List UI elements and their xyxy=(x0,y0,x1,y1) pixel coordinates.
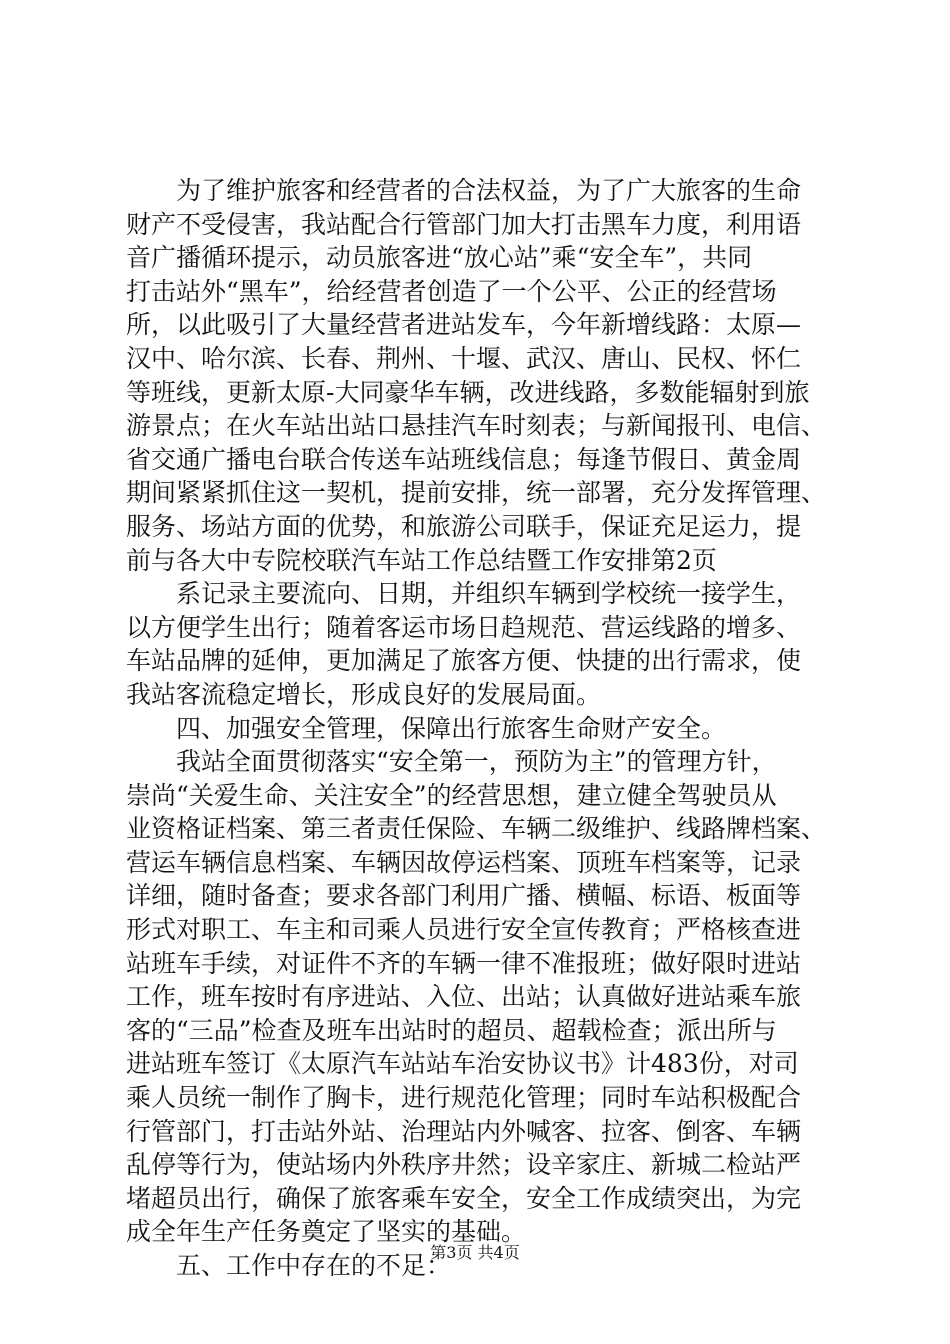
text-line: 前与各大中专院校联汽车站工作总结暨工作安排第2页 xyxy=(126,545,717,575)
text-line: 堵超员出行，确保了旅客乘车安全，安全工作成绩突出，为完 xyxy=(126,1183,802,1213)
text-line: 等班线，更新太原-大同豪华车辆，改进线路，多数能辐射到旅 xyxy=(126,377,810,407)
text-line: 业资格证档案、第三者责任保险、车辆二级维护、线路牌档案、 xyxy=(126,814,827,844)
text-line: 财产不受侵害，我站配合行管部门加大打击黑车力度，利用语 xyxy=(126,209,802,239)
page-footer: 第3页 共4页 xyxy=(430,1243,520,1262)
text-line: 所，以此吸引了大量经营者进站发车，今年新增线路：太原— xyxy=(126,310,802,340)
text-line: 乘人员统一制作了胸卡，进行规范化管理；同时车站积极配合 xyxy=(126,1083,802,1113)
text-line: 为了维护旅客和经营者的合法权益，为了广大旅客的生命 xyxy=(126,176,802,205)
text-line: 成全年生产任务奠定了坚实的基础。 xyxy=(126,1217,527,1247)
text-line: 音广播循环提示，动员旅客进“放心站”乘“安全车”，共同 xyxy=(126,243,753,273)
text-line: 站班车手续，对证件不齐的车辆一律不准报班；做好限时进站 xyxy=(126,948,802,978)
text-line: 四、加强安全管理，保障出行旅客生命财产安全。 xyxy=(126,713,727,743)
text-line: 详细，随时备查；要求各部门利用广播、横幅、标语、板面等 xyxy=(126,881,802,911)
text-line: 我站客流稳定增长，形成良好的发展局面。 xyxy=(126,679,602,709)
text-line: 省交通广播电台联合传送车站班线信息；每逢节假日、黄金周 xyxy=(126,444,802,474)
text-line: 系记录主要流向、日期，并组织车辆到学校统一接学生， xyxy=(126,579,802,609)
text-line: 以方便学生出行；随着客运市场日趋规范、营运线路的增多、 xyxy=(126,612,802,642)
text-line: 五、工作中存在的不足： xyxy=(126,1251,452,1280)
text-line: 游景点；在火车站出站口悬挂汽车时刻表；与新闻报刊、电信、 xyxy=(126,411,827,441)
text-line: 车站品牌的延伸，更加满足了旅客方便、快捷的出行需求，使 xyxy=(126,646,802,676)
text-line: 客的“三品”检查及班车出站时的超员、超载检查；派出所与 xyxy=(126,1015,777,1045)
text-line: 形式对职工、车主和司乘人员进行安全宣传教育；严格核查进 xyxy=(126,915,802,945)
document-body xyxy=(126,174,829,1283)
text-line: 汉中、哈尔滨、长春、荆州、十堰、武汉、唐山、民权、怀仁 xyxy=(126,343,802,373)
text-line: 服务、场站方面的优势，和旅游公司联手，保证充足运力，提 xyxy=(126,511,802,541)
text-line: 营运车辆信息档案、车辆因故停运档案、顶班车档案等，记录 xyxy=(126,847,802,877)
text-line: 我站全面贯彻落实“安全第一，预防为主”的管理方针， xyxy=(126,747,777,777)
text-line: 打击站外“黑车”，给经营者创造了一个公平、公正的经营场 xyxy=(126,276,777,306)
text-line: 进站班车签订《太原汽车站站车治安协议书》计483份，对司 xyxy=(126,1049,799,1079)
text-line: 崇尚“关爱生命、关注安全”的经营思想，建立健全驾驶员从 xyxy=(126,780,777,810)
text-line: 工作，班车按时有序进站、入位、出站；认真做好进站乘车旅 xyxy=(126,982,802,1012)
text-line: 乱停等行为，使站场内外秩序井然；设辛家庄、新城二检站严 xyxy=(126,1150,802,1180)
text-line: 期间紧紧抓住这一契机，提前安排，统一部署，充分发挥管理、 xyxy=(126,478,827,508)
text-line: 行管部门，打击站外站、治理站内外喊客、拉客、倒客、车辆 xyxy=(126,1116,802,1146)
